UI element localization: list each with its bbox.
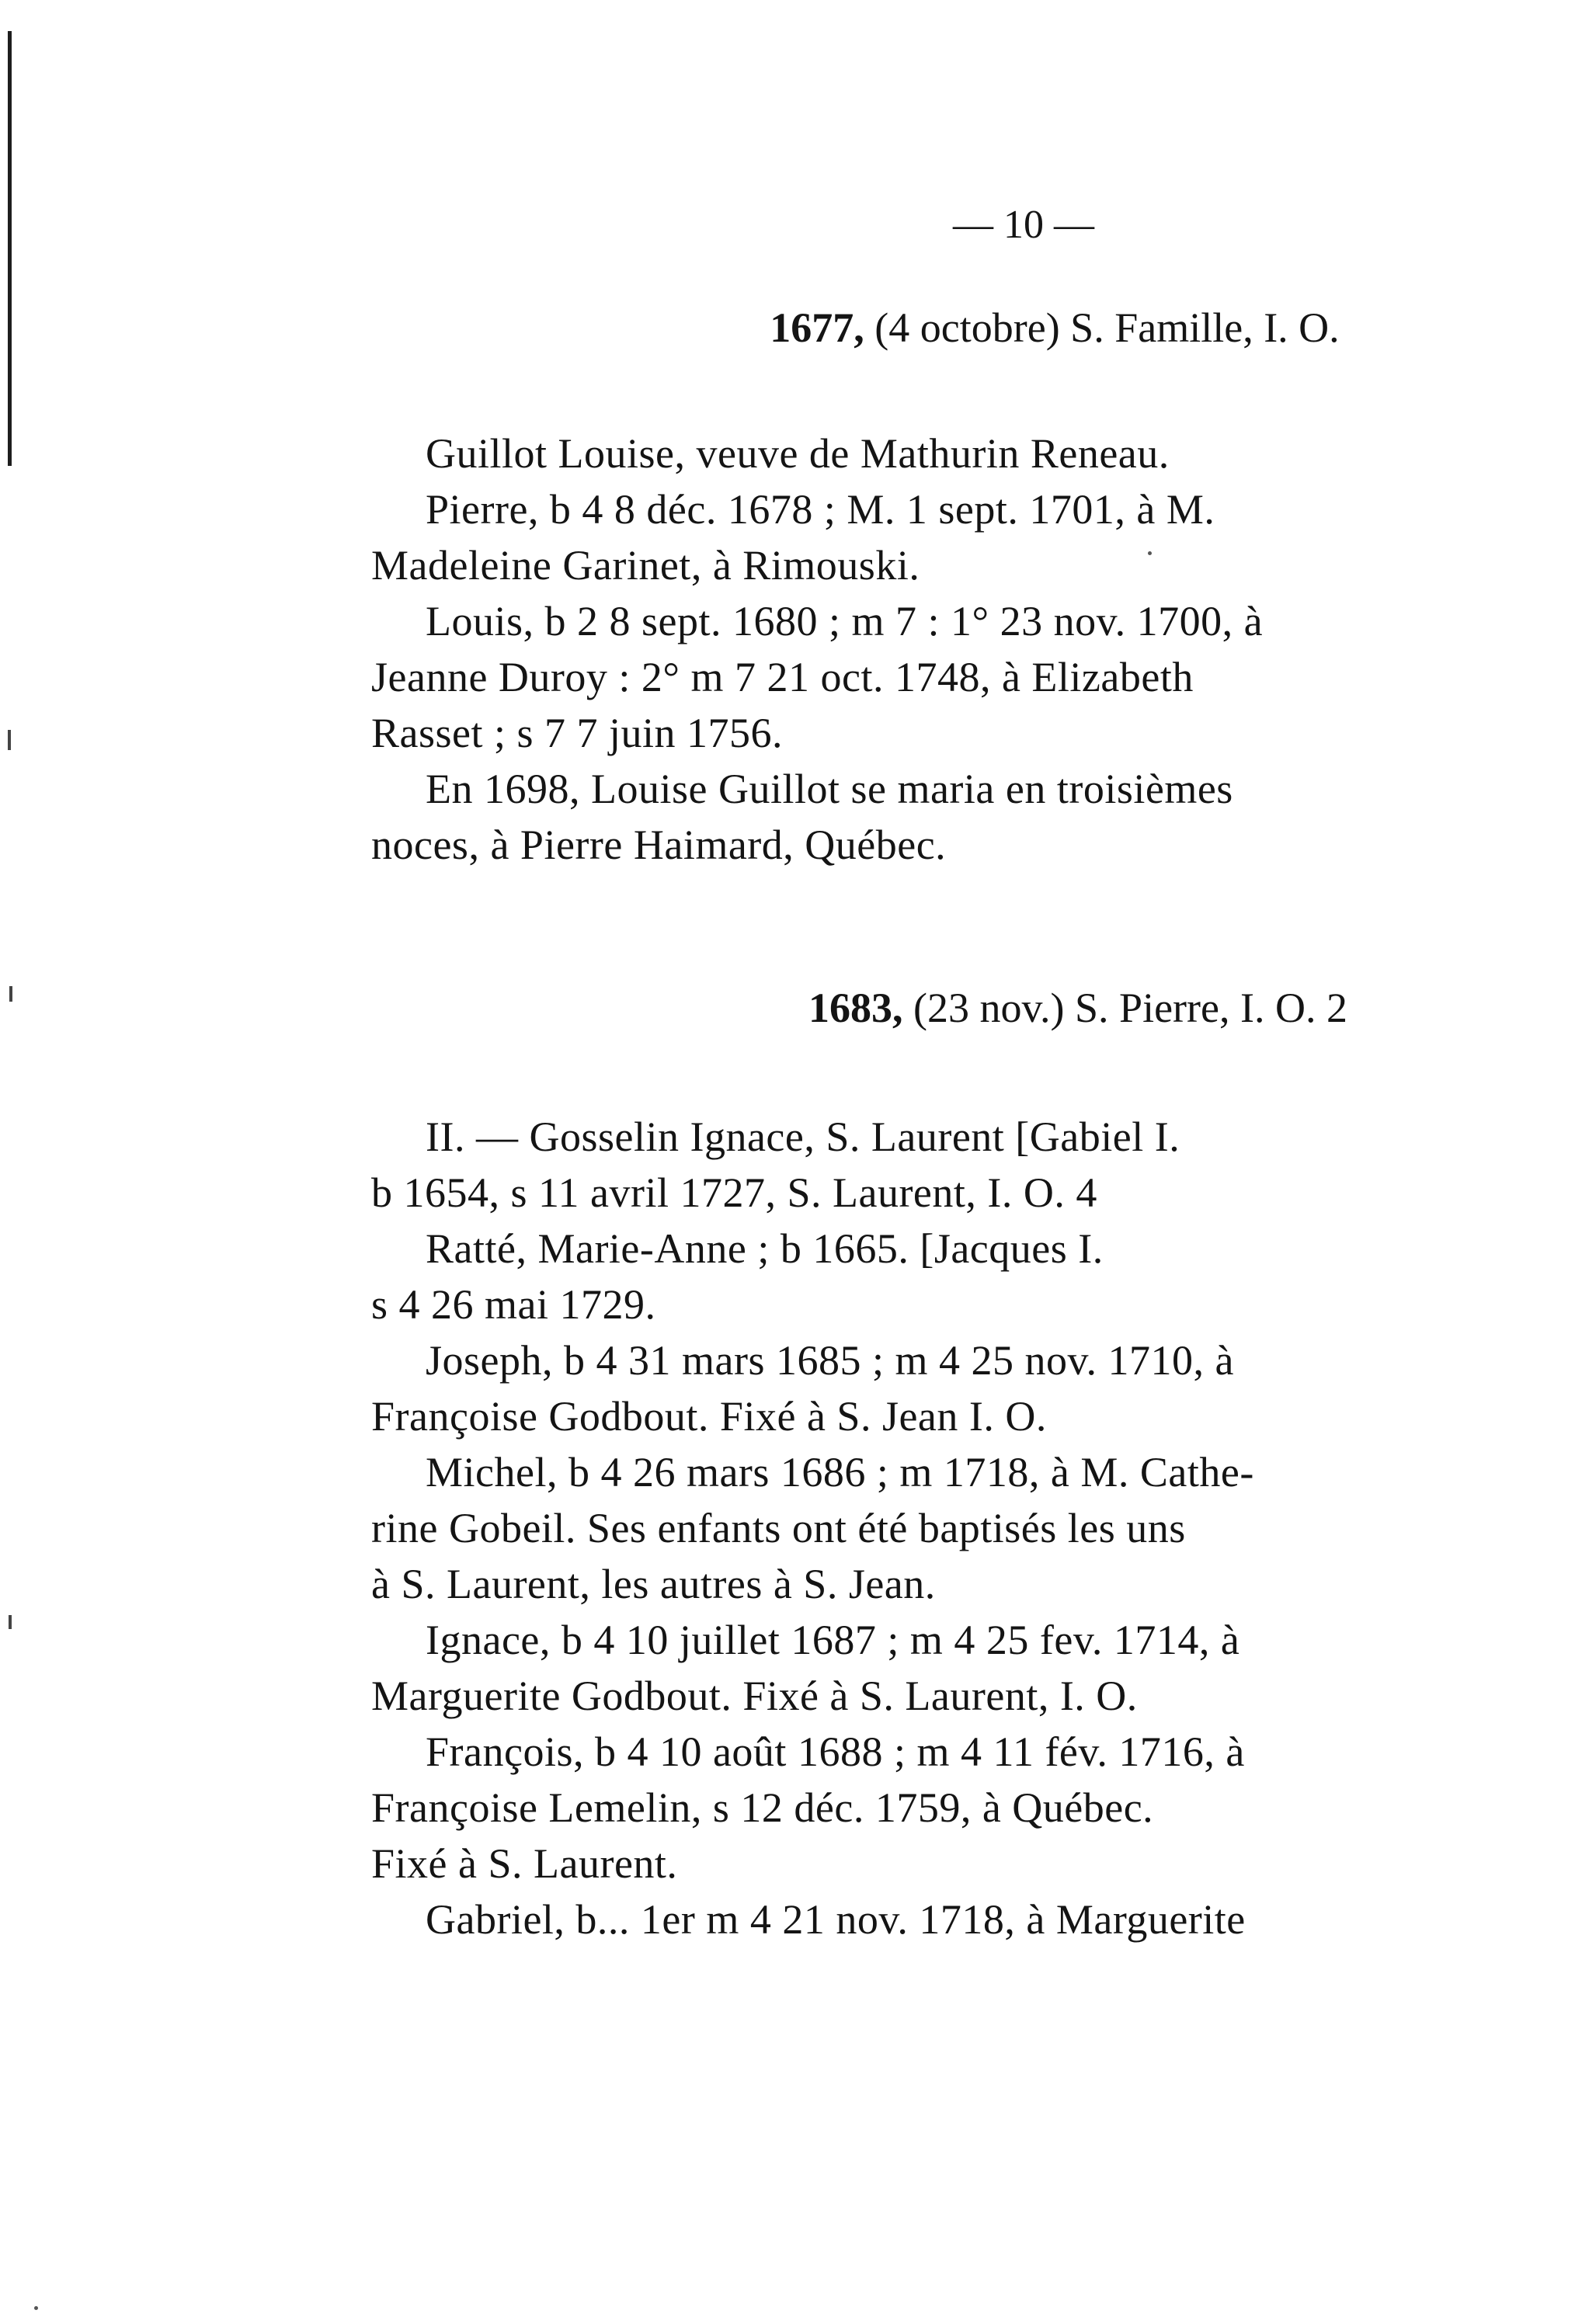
text-line: rine Gobeil. Ses enfants ont été baptisés les uns [371,1505,1186,1551]
text-line: s 4 26 mai 1729. [371,1281,656,1328]
text-line: à S. Laurent, les autres à S. Jean. [371,1561,936,1607]
text-line: François, b 4 10 août 1688 ; m 4 11 fév. 1716, à [426,1728,1245,1775]
binding-edge-mark [9,1615,12,1629]
text-line: Marguerite Godbout. Fixé à S. Laurent, I. O. [371,1673,1138,1719]
entry-heading-place: (4 octobre) S. Famille, I. O. [864,304,1340,351]
binding-edge-mark [9,986,12,1002]
text-line: Jeanne Duroy : 2° m 7 21 oct. 1748, à Elizabeth [371,654,1194,700]
text-line: Michel, b 4 26 mars 1686 ; m 1718, à M. Cathe- [426,1449,1254,1495]
text-line: Fixé à S. Laurent. [371,1840,678,1887]
text-line: En 1698, Louise Guillot se maria en troisièmes [426,766,1233,812]
text-line: b 1654, s 11 avril 1727, S. Laurent, I. O. 4 [371,1169,1097,1216]
binding-edge-mark [8,730,11,750]
text-line: noces, à Pierre Haimard, Québec. [371,822,947,868]
text-line: Françoise Lemelin, s 12 déc. 1759, à Québec. [371,1784,1154,1831]
text-line: Gabriel, b... 1er m 4 21 nov. 1718, à Marguerite [426,1896,1246,1943]
print-speck [34,2306,38,2310]
text-line: Ratté, Marie-Anne ; b 1665. [Jacques I. [426,1225,1104,1272]
entry-heading-year: 1683, [808,985,903,1031]
print-speck [1148,551,1152,555]
text-line: II. — Gosselin Ignace, S. Laurent [Gabiel I. [426,1113,1180,1160]
binding-edge-line [8,31,12,466]
text-line: Ignace, b 4 10 juillet 1687 ; m 4 25 fev. 1714, à [426,1617,1240,1663]
text-line: Pierre, b 4 8 déc. 1678 ; M. 1 sept. 1701, à M. [426,486,1215,533]
text-line: Rasset ; s 7 7 juin 1756. [371,710,784,756]
entry-heading-place: (23 nov.) S. Pierre, I. O. 2 [902,985,1347,1031]
page-number: — 10 — [953,203,1094,247]
entry-heading-1677 [488,303,1575,353]
text-line: Madeleine Garinet, à Rimouski. [371,542,920,589]
text-line: Françoise Godbout. Fixé à S. Jean I. O. [371,1393,1047,1440]
text-line: Louis, b 2 8 sept. 1680 ; m 7 : 1° 23 nov. 1700, à [426,598,1264,644]
text-line: Joseph, b 4 31 mars 1685 ; m 4 25 nov. 1710, à [426,1337,1234,1384]
entry-heading-year: 1677, [770,304,864,351]
text-line: Guillot Louise, veuve de Mathurin Reneau. [426,430,1170,477]
entry-heading-1683 [511,983,1575,1033]
